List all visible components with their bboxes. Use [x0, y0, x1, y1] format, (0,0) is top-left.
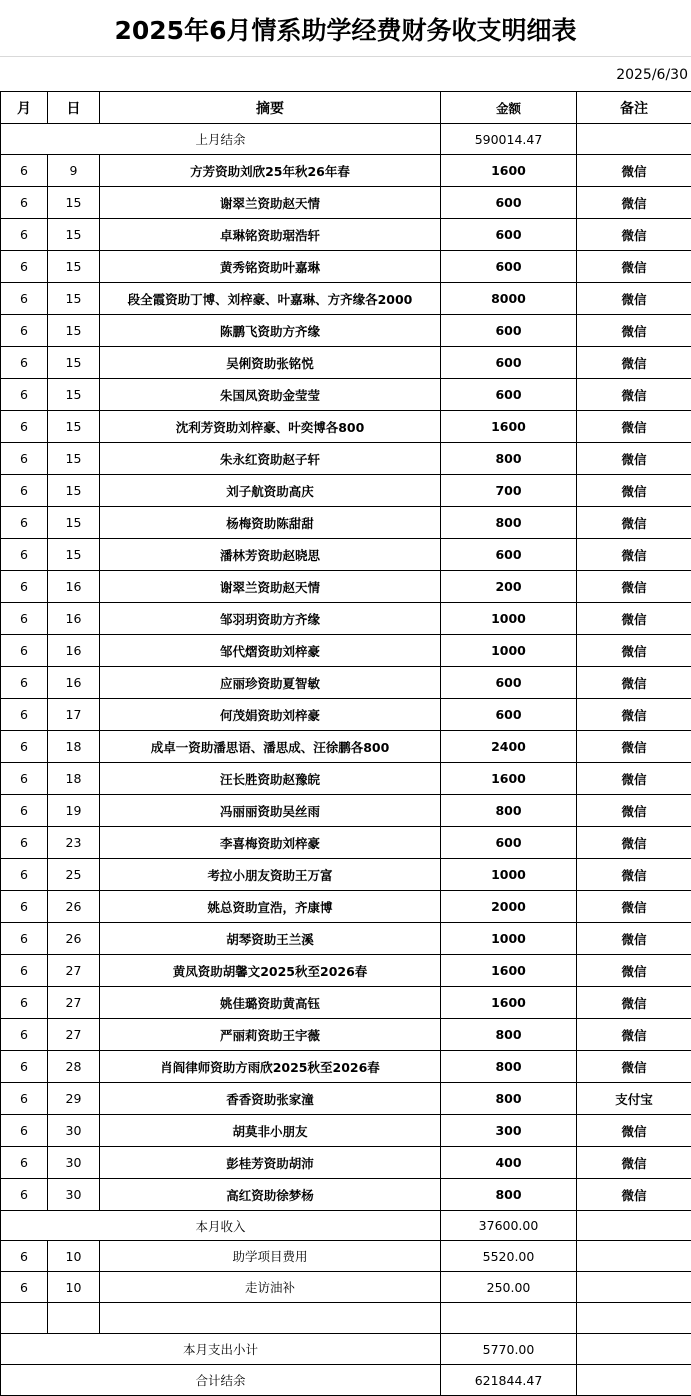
income-note: 微信 [577, 763, 691, 795]
income-desc: 邹羽玥资助方齐缘 [100, 603, 441, 635]
income-row [1, 1019, 691, 1051]
closing-balance-amount: 621844.47 [441, 1365, 577, 1396]
income-note: 微信 [577, 379, 691, 411]
income-desc: 潘林芳资助赵晓思 [100, 539, 441, 571]
income-desc: 应丽珍资助夏智敏 [100, 667, 441, 699]
opening-balance-row [1, 124, 691, 155]
opening-balance-label: 上月结余 [1, 124, 441, 155]
income-desc: 邹代熠资助刘梓豪 [100, 635, 441, 667]
income-amount: 600 [441, 539, 577, 571]
income-row [1, 795, 691, 827]
income-amount: 600 [441, 219, 577, 251]
income-row [1, 603, 691, 635]
income-day: 15 [48, 315, 100, 347]
income-amount: 1000 [441, 859, 577, 891]
income-row [1, 251, 691, 283]
income-row [1, 539, 691, 571]
income-row [1, 187, 691, 219]
income-desc: 刘子航资助高庆 [100, 475, 441, 507]
income-row [1, 763, 691, 795]
income-amount: 1600 [441, 155, 577, 187]
expense-day: 10 [48, 1241, 100, 1272]
income-month: 6 [1, 1051, 48, 1083]
income-day: 27 [48, 955, 100, 987]
income-month: 6 [1, 1179, 48, 1211]
header-month: 月 [1, 92, 48, 124]
header-note: 备注 [577, 92, 691, 124]
income-note: 微信 [577, 251, 691, 283]
income-row [1, 475, 691, 507]
income-note: 微信 [577, 315, 691, 347]
sheet-title: 2025年6月情系助学经费财务收支明细表 [0, 0, 691, 57]
expense-desc [100, 1303, 441, 1334]
income-desc: 谢翠兰资助赵天情 [100, 571, 441, 603]
income-desc: 方芳资助刘欣25年秋26年春 [100, 155, 441, 187]
income-day: 9 [48, 155, 100, 187]
income-month: 6 [1, 219, 48, 251]
income-month: 6 [1, 1147, 48, 1179]
income-amount: 600 [441, 347, 577, 379]
income-desc: 成卓一资助潘思语、潘思成、汪徐鹏各800 [100, 731, 441, 763]
income-note: 微信 [577, 539, 691, 571]
income-month: 6 [1, 891, 48, 923]
income-desc: 彭桂芳资助胡沛 [100, 1147, 441, 1179]
income-row [1, 1147, 691, 1179]
expense-month [1, 1303, 48, 1334]
income-desc: 黄凤资助胡馨文2025秋至2026春 [100, 955, 441, 987]
income-row [1, 347, 691, 379]
income-note: 微信 [577, 1179, 691, 1211]
income-amount: 600 [441, 379, 577, 411]
income-row [1, 411, 691, 443]
expense-row [1, 1272, 691, 1303]
income-day: 17 [48, 699, 100, 731]
expense-amount: 5520.00 [441, 1241, 577, 1272]
income-total-label: 本月收入 [1, 1211, 441, 1241]
income-amount: 800 [441, 795, 577, 827]
income-amount: 1000 [441, 603, 577, 635]
income-day: 18 [48, 763, 100, 795]
income-amount: 800 [441, 1083, 577, 1115]
income-total-amount: 37600.00 [441, 1211, 577, 1241]
income-day: 16 [48, 635, 100, 667]
income-day: 30 [48, 1147, 100, 1179]
income-desc: 李喜梅资助刘梓豪 [100, 827, 441, 859]
income-day: 26 [48, 891, 100, 923]
expense-day [48, 1303, 100, 1334]
expense-note [577, 1272, 691, 1303]
income-note: 微信 [577, 731, 691, 763]
ledger-table [0, 91, 691, 1396]
income-desc: 沈利芳资助刘梓豪、叶奕博各800 [100, 411, 441, 443]
income-month: 6 [1, 859, 48, 891]
income-amount: 1600 [441, 955, 577, 987]
income-month: 6 [1, 187, 48, 219]
income-amount: 8000 [441, 283, 577, 315]
income-row [1, 827, 691, 859]
income-note: 微信 [577, 443, 691, 475]
income-day: 15 [48, 411, 100, 443]
income-month: 6 [1, 539, 48, 571]
income-day: 15 [48, 443, 100, 475]
income-amount: 800 [441, 1051, 577, 1083]
income-row [1, 155, 691, 187]
income-month: 6 [1, 827, 48, 859]
income-desc: 何茂娟资助刘梓豪 [100, 699, 441, 731]
income-row [1, 1179, 691, 1211]
income-desc: 谢翠兰资助赵天情 [100, 187, 441, 219]
income-desc: 汪长胜资助赵豫皖 [100, 763, 441, 795]
report-date: 2025/6/30 [0, 57, 691, 91]
income-amount: 200 [441, 571, 577, 603]
income-day: 16 [48, 571, 100, 603]
income-day: 15 [48, 475, 100, 507]
income-desc: 肖阎律师资助方雨欣2025秋至2026春 [100, 1051, 441, 1083]
income-day: 18 [48, 731, 100, 763]
expense-total-amount: 5770.00 [441, 1334, 577, 1365]
income-note: 微信 [577, 827, 691, 859]
income-month: 6 [1, 731, 48, 763]
income-note: 微信 [577, 571, 691, 603]
income-amount: 1000 [441, 635, 577, 667]
income-desc: 冯丽丽资助吴丝雨 [100, 795, 441, 827]
opening-balance-note [577, 124, 691, 155]
income-day: 30 [48, 1179, 100, 1211]
income-amount: 800 [441, 1019, 577, 1051]
income-total-row [1, 1211, 691, 1241]
income-desc: 香香资助张家潼 [100, 1083, 441, 1115]
income-note: 微信 [577, 507, 691, 539]
income-month: 6 [1, 283, 48, 315]
income-month: 6 [1, 987, 48, 1019]
income-day: 16 [48, 667, 100, 699]
opening-balance-amount: 590014.47 [441, 124, 577, 155]
income-month: 6 [1, 571, 48, 603]
income-row [1, 1051, 691, 1083]
income-month: 6 [1, 955, 48, 987]
income-amount: 1600 [441, 763, 577, 795]
income-note: 微信 [577, 795, 691, 827]
income-day: 16 [48, 603, 100, 635]
income-note: 微信 [577, 187, 691, 219]
expense-total-row [1, 1334, 691, 1365]
income-month: 6 [1, 315, 48, 347]
income-note: 微信 [577, 155, 691, 187]
income-amount: 800 [441, 1179, 577, 1211]
expense-day: 10 [48, 1272, 100, 1303]
income-desc: 吴俐资助张铭悦 [100, 347, 441, 379]
header-row [1, 92, 691, 124]
income-desc: 黄秀铭资助叶嘉琳 [100, 251, 441, 283]
income-month: 6 [1, 603, 48, 635]
income-desc: 姚佳璐资助黄高钰 [100, 987, 441, 1019]
income-note: 微信 [577, 283, 691, 315]
income-day: 27 [48, 1019, 100, 1051]
income-day: 25 [48, 859, 100, 891]
income-amount: 1600 [441, 987, 577, 1019]
income-desc: 胡琴资助王兰溪 [100, 923, 441, 955]
income-desc: 卓琳铭资助琚浩轩 [100, 219, 441, 251]
income-note: 微信 [577, 923, 691, 955]
closing-balance-row [1, 1365, 691, 1396]
income-note: 微信 [577, 347, 691, 379]
income-row [1, 443, 691, 475]
income-amount: 700 [441, 475, 577, 507]
income-desc: 杨梅资助陈甜甜 [100, 507, 441, 539]
income-total-note [577, 1211, 691, 1241]
income-day: 15 [48, 219, 100, 251]
income-note: 微信 [577, 635, 691, 667]
income-desc: 考拉小朋友资助王万富 [100, 859, 441, 891]
income-note: 微信 [577, 475, 691, 507]
income-day: 19 [48, 795, 100, 827]
income-month: 6 [1, 379, 48, 411]
income-amount: 800 [441, 443, 577, 475]
income-note: 微信 [577, 859, 691, 891]
income-day: 15 [48, 251, 100, 283]
income-amount: 300 [441, 1115, 577, 1147]
expense-note [577, 1303, 691, 1334]
income-desc: 严丽莉资助王宇薇 [100, 1019, 441, 1051]
income-row [1, 859, 691, 891]
income-day: 30 [48, 1115, 100, 1147]
income-day: 15 [48, 347, 100, 379]
expense-desc: 助学项目费用 [100, 1241, 441, 1272]
income-note: 微信 [577, 699, 691, 731]
income-row [1, 699, 691, 731]
income-month: 6 [1, 763, 48, 795]
expense-note [577, 1241, 691, 1272]
income-month: 6 [1, 443, 48, 475]
income-desc: 胡莫非小朋友 [100, 1115, 441, 1147]
header-amount: 金额 [441, 92, 577, 124]
income-month: 6 [1, 667, 48, 699]
income-amount: 2400 [441, 731, 577, 763]
income-day: 27 [48, 987, 100, 1019]
income-month: 6 [1, 795, 48, 827]
income-desc: 高红资助徐梦杨 [100, 1179, 441, 1211]
income-desc: 段全霞资助丁博、刘梓豪、叶嘉琳、方齐缘各2000 [100, 283, 441, 315]
income-desc: 朱永红资助赵子轩 [100, 443, 441, 475]
expense-row [1, 1303, 691, 1334]
income-amount: 1600 [441, 411, 577, 443]
income-note: 微信 [577, 411, 691, 443]
expense-amount: 250.00 [441, 1272, 577, 1303]
income-amount: 400 [441, 1147, 577, 1179]
expense-month: 6 [1, 1241, 48, 1272]
income-amount: 600 [441, 187, 577, 219]
header-desc: 摘要 [100, 92, 441, 124]
income-note: 微信 [577, 667, 691, 699]
income-day: 15 [48, 539, 100, 571]
income-note: 微信 [577, 955, 691, 987]
income-amount: 600 [441, 315, 577, 347]
income-row [1, 571, 691, 603]
income-day: 23 [48, 827, 100, 859]
income-row [1, 219, 691, 251]
income-day: 15 [48, 187, 100, 219]
income-row [1, 379, 691, 411]
expense-total-note [577, 1334, 691, 1365]
income-day: 15 [48, 283, 100, 315]
income-note: 微信 [577, 219, 691, 251]
income-month: 6 [1, 1083, 48, 1115]
income-desc: 朱国凤资助金莹莹 [100, 379, 441, 411]
header-day: 日 [48, 92, 100, 124]
income-note: 微信 [577, 1115, 691, 1147]
income-month: 6 [1, 411, 48, 443]
income-row [1, 987, 691, 1019]
income-amount: 600 [441, 667, 577, 699]
income-month: 6 [1, 251, 48, 283]
expense-desc: 走访油补 [100, 1272, 441, 1303]
income-day: 26 [48, 923, 100, 955]
income-amount: 600 [441, 827, 577, 859]
income-note: 微信 [577, 1019, 691, 1051]
income-row [1, 1115, 691, 1147]
income-amount: 1000 [441, 923, 577, 955]
income-month: 6 [1, 475, 48, 507]
income-row [1, 667, 691, 699]
income-month: 6 [1, 699, 48, 731]
income-row [1, 1083, 691, 1115]
income-month: 6 [1, 507, 48, 539]
income-month: 6 [1, 155, 48, 187]
income-month: 6 [1, 1019, 48, 1051]
expense-total-label: 本月支出小计 [1, 1334, 441, 1365]
income-note: 微信 [577, 987, 691, 1019]
income-month: 6 [1, 923, 48, 955]
income-amount: 600 [441, 699, 577, 731]
income-note: 微信 [577, 891, 691, 923]
closing-balance-label: 合计结余 [1, 1365, 441, 1396]
income-month: 6 [1, 635, 48, 667]
income-row [1, 923, 691, 955]
income-amount: 800 [441, 507, 577, 539]
income-note: 微信 [577, 1051, 691, 1083]
income-row [1, 315, 691, 347]
income-desc: 姚总资助宣浩，齐康博 [100, 891, 441, 923]
income-month: 6 [1, 347, 48, 379]
income-row [1, 955, 691, 987]
income-row [1, 731, 691, 763]
income-row [1, 507, 691, 539]
closing-balance-note [577, 1365, 691, 1396]
income-day: 15 [48, 507, 100, 539]
income-row [1, 283, 691, 315]
expense-amount [441, 1303, 577, 1334]
income-day: 29 [48, 1083, 100, 1115]
income-month: 6 [1, 1115, 48, 1147]
expense-month: 6 [1, 1272, 48, 1303]
income-note: 微信 [577, 1147, 691, 1179]
income-desc: 陈鹏飞资助方齐缘 [100, 315, 441, 347]
income-row [1, 891, 691, 923]
income-note: 微信 [577, 603, 691, 635]
expense-row [1, 1241, 691, 1272]
income-note: 支付宝 [577, 1083, 691, 1115]
income-day: 15 [48, 379, 100, 411]
income-amount: 2000 [441, 891, 577, 923]
income-day: 28 [48, 1051, 100, 1083]
income-row [1, 635, 691, 667]
income-amount: 600 [441, 251, 577, 283]
